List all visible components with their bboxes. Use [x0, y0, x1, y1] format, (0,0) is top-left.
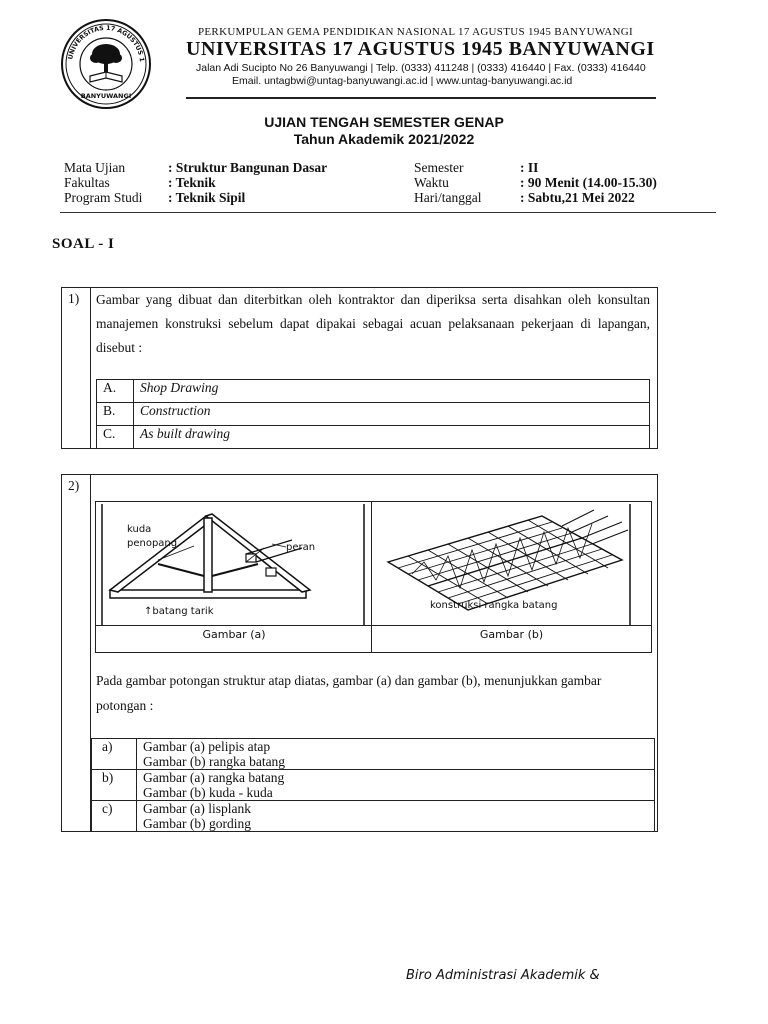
option-line: Gambar (b) gording: [143, 816, 251, 831]
info-label: Mata Ujian: [64, 160, 126, 175]
option-text: As built drawing: [134, 426, 650, 449]
option-key: A.: [97, 380, 134, 403]
question-text: Gambar yang dibuat dan diterbitkan oleh kontraktor dan diperiksa serta disahkan oleh konsultan manajemen konstruksi sebelum dapat dipakai sebagai acuan pelaksanaan pekerjaan di lapangan, disebut :: [96, 292, 650, 355]
question-number: 2): [68, 478, 80, 493]
info-value: : 90 Menit (14.00-15.30): [520, 175, 657, 190]
figure-b: [371, 501, 652, 627]
info-value: : Sabtu,21 Mei 2022: [520, 190, 635, 205]
info-value: : II: [520, 160, 539, 175]
option-key: B.: [97, 403, 134, 426]
academic-year: Tahun Akademik 2021/2022: [293, 131, 475, 147]
caption-a: Gambar (a): [202, 628, 266, 641]
label-kuda: kuda: [127, 524, 152, 535]
option-line: Gambar (b) kuda - kuda: [143, 785, 273, 800]
option-row[interactable]: [97, 426, 650, 449]
section-title: SOAL - I: [52, 236, 115, 252]
footer-text: Biro Administrasi Akademik &: [406, 968, 600, 983]
label-batang-tarik: ↑batang tarik: [144, 606, 214, 617]
caption-b: Gambar (b): [479, 628, 544, 641]
header-divider: [186, 97, 656, 99]
option-row[interactable]: [97, 380, 650, 403]
question-text: Pada gambar potongan struktur atap diatas, gambar (a) dan gambar (b), menunjukkan gambar potongan :: [96, 673, 602, 713]
university-name: UNIVERSITAS 17 AGUSTUS 1945 BANYUWANGI: [186, 38, 655, 60]
label-penopang: penopang: [127, 538, 178, 549]
organization-name: PERKUMPULAN GEMA PENDIDIKAN NASIONAL 17 AGUSTUS 1945 BANYUWANGI: [198, 26, 633, 38]
option-line: Gambar (a) rangka batang: [143, 770, 285, 785]
question-number: 1): [68, 291, 80, 306]
university-logo: [60, 18, 152, 110]
figure-a: [95, 501, 373, 627]
option-text: Shop Drawing: [134, 380, 650, 403]
option-key: c): [92, 801, 137, 832]
option-line: Gambar (b) rangka batang: [143, 754, 286, 769]
answer-options: [96, 379, 650, 449]
question-2-box: [61, 474, 658, 832]
option-line: Gambar (a) lisplank: [143, 801, 251, 816]
column-divider: [90, 288, 91, 448]
option-row[interactable]: [92, 801, 655, 832]
option-line: Gambar (a) pelipis atap: [143, 739, 271, 754]
info-label: Fakultas: [64, 175, 110, 190]
option-key: C.: [97, 426, 134, 449]
exam-title: UJIAN TENGAH SEMESTER GENAP: [264, 114, 504, 130]
info-value: : Struktur Bangunan Dasar: [168, 160, 328, 175]
info-value: : Teknik Sipil: [168, 190, 246, 205]
info-label: Hari/tanggal: [414, 190, 482, 205]
info-label: Semester: [414, 160, 464, 175]
option-key: b): [92, 770, 137, 801]
info-label: Waktu: [414, 175, 449, 190]
info-divider: [60, 212, 716, 213]
info-label: Program Studi: [64, 190, 143, 205]
option-key: a): [92, 739, 137, 770]
option-row[interactable]: [97, 403, 650, 426]
question-1-box: [61, 287, 658, 449]
svg-text:BANYUWANGI: BANYUWANGI: [80, 92, 132, 100]
svg-text:UNIVERSITAS 17 AGUSTUS 1945: UNIVERSITAS 17 AGUSTUS 1: [67, 24, 145, 63]
option-row[interactable]: [92, 739, 655, 770]
answer-options: [91, 738, 655, 832]
label-peran: peran: [286, 542, 316, 553]
option-text: Construction: [134, 403, 650, 426]
contact-line: Email. untagbwi@untag-banyuwangi.ac.id | www.untag-banyuwangi.ac.id: [232, 75, 573, 87]
address-line: Jalan Adi Sucipto No 26 Banyuwangi | Telp. (0333) 411248 | (0333) 416440 | Fax. (0333) 416440: [196, 62, 646, 74]
label-rangka-batang: konstruksi rangka batang: [430, 600, 558, 611]
caption-cell-a: [95, 625, 373, 653]
info-value: : Teknik: [168, 175, 216, 190]
option-row[interactable]: [92, 770, 655, 801]
caption-cell-b: [371, 625, 652, 653]
